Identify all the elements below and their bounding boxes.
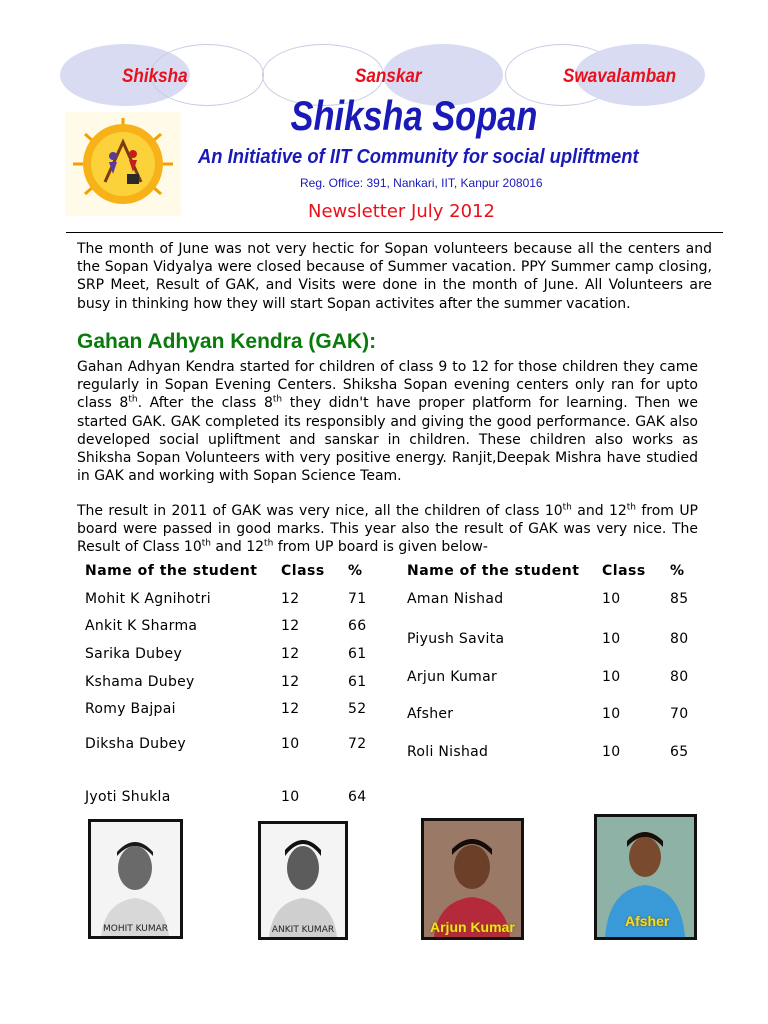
table-row-class: 10	[281, 789, 300, 805]
table-row-pct: 70	[670, 706, 689, 722]
table-row-name: Sarika Dubey	[85, 646, 183, 662]
table-row-name: Ankit K Sharma	[85, 618, 198, 634]
table-row-class: 12	[281, 591, 300, 607]
left-header-name: Name of the student	[85, 563, 258, 579]
gak-paragraph-1: Gahan Adhyan Kendra started for children of class 9 to 12 for those children they came regularly in Sopan Evening Centers. Shiksha Sopan evening centers only ran for upto class 8th. After the class 8th they didn't have proper platform for learning. Then we started GAK. GAK completed its responsibly and giving the good performance. GAK also developed social upliftment and sanskar in children. These children also works as Shiksha Sopan Volunteers with very positive energy. Ranjit,Deepak Mishra have studied in GAK and working with Sopan Science Team.	[77, 359, 698, 485]
table-row-name: Romy Bajpai	[85, 701, 176, 717]
student-portrait-icon	[261, 824, 345, 937]
table-row-name: Arjun Kumar	[407, 669, 498, 685]
table-row-name: Piyush Savita	[407, 631, 505, 647]
table-row-class: 10	[602, 669, 621, 685]
photo-caption: MOHIT KUMAR	[102, 924, 169, 934]
photo-arjun	[421, 818, 524, 940]
right-header-pct: %	[670, 563, 685, 579]
motto-sanskar: Sanskar	[355, 66, 422, 87]
table-row-pct: 64	[348, 789, 367, 805]
student-portrait-icon	[91, 822, 180, 936]
table-row-pct: 61	[348, 646, 367, 662]
right-header-name: Name of the student	[407, 563, 580, 579]
table-row-class: 12	[281, 674, 300, 690]
table-row-pct: 66	[348, 618, 367, 634]
table-row-pct: 65	[670, 744, 689, 760]
table-row-class: 10	[602, 706, 621, 722]
left-header-class: Class	[281, 563, 325, 579]
table-row-pct: 52	[348, 701, 367, 717]
motto-swavalamban: Swavalamban	[563, 66, 677, 87]
reg-office: Reg. Office: 391, Nankari, IIT, Kanpur 208016	[300, 176, 543, 190]
photo-caption: Afsher	[625, 913, 670, 929]
table-row-name: Roli Nishad	[407, 744, 489, 760]
left-header-pct: %	[348, 563, 363, 579]
table-row-pct: 85	[670, 591, 689, 607]
gak-paragraph-2: The result in 2011 of GAK was very nice, all the children of class 10th and 12th from UP board were passed in good marks. This year also the result of GAK was very nice. The Result of Class 10th and 12th from UP board is given below-	[77, 502, 699, 556]
table-row-pct: 71	[348, 591, 367, 607]
table-row-class: 12	[281, 701, 300, 717]
table-row-class: 10	[602, 631, 621, 647]
page-title: Shiksha Sopan	[290, 92, 538, 139]
table-row-pct: 80	[670, 631, 689, 647]
table-row-pct: 72	[348, 736, 367, 752]
table-row-name: Afsher	[407, 706, 454, 722]
right-header-class: Class	[602, 563, 646, 579]
newsletter-date: Newsletter July 2012	[308, 201, 495, 222]
motto-shiksha: Shiksha	[122, 66, 188, 87]
table-row-pct: 61	[348, 674, 367, 690]
table-row-class: 10	[281, 736, 300, 752]
table-row-name: Mohit K Agnihotri	[85, 591, 211, 607]
divider	[66, 232, 723, 233]
table-row-class: 10	[602, 591, 621, 607]
table-row-name: Diksha Dubey	[85, 736, 187, 752]
table-row-class: 10	[602, 744, 621, 760]
photo-mohit	[88, 819, 183, 939]
table-row-name: Kshama Dubey	[85, 674, 195, 690]
photo-ankit	[258, 821, 348, 940]
photo-caption: ANKIT KUMAR	[271, 925, 335, 935]
intro-paragraph: The month of June was not very hectic for Sopan volunteers because all the centers and the Sopan Vidyalya were closed because of Summer vacation. PPY Summer camp closing, SRP Meet, Result of GAK, and Visits were done in the month of June. All Volunteers are busy in thinking how they will start Sopan activites after the summer vacation.	[77, 241, 712, 312]
subtitle: An Initiative of IIT Community for social upliftment	[198, 146, 639, 168]
section-heading-gak: Gahan Adhyan Kendra (GAK):	[77, 330, 377, 353]
table-row-pct: 80	[670, 669, 689, 685]
photo-afsher	[594, 814, 697, 940]
table-row-class: 12	[281, 646, 300, 662]
table-row-name: Aman Nishad	[407, 591, 504, 607]
photo-caption: Arjun Kumar	[430, 919, 515, 935]
table-row-class: 12	[281, 618, 300, 634]
table-row-name: Jyoti Shukla	[85, 789, 171, 805]
